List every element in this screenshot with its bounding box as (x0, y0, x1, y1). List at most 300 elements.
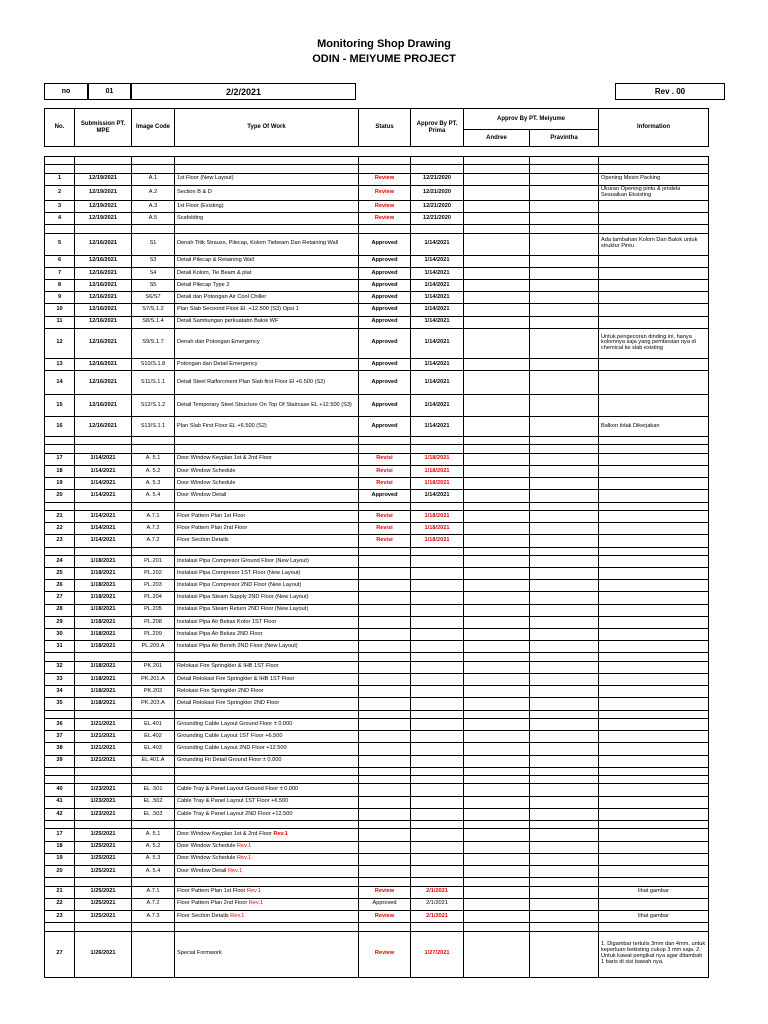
cell-andree (464, 316, 530, 328)
table-row (45, 592, 709, 604)
cell-type-of-work (175, 165, 359, 173)
cell-status: Revisi (359, 453, 411, 465)
cell-image-code: S8/S.1.4 (132, 316, 175, 328)
cell-pravintha (530, 157, 599, 165)
table-row (45, 395, 709, 417)
cell-status (359, 437, 411, 445)
table-row (45, 510, 709, 522)
cell-no (45, 157, 75, 165)
cell-approv-prima: 12/21/2020 (411, 213, 464, 225)
cell-approv-prima: 1/14/2021 (411, 395, 464, 417)
cell-submission-date (75, 710, 132, 718)
cell-submission-date (75, 653, 132, 661)
table-row (45, 523, 709, 535)
cell-information (599, 829, 709, 841)
cell-image-code (132, 931, 175, 977)
cell-information (599, 478, 709, 490)
blank-row (45, 502, 709, 510)
cell-type-of-work: Detail Steel Raiforcment Plan Slab first Floor El +6.500 (S2) (175, 371, 359, 395)
cell-type-of-work: Special Formwork (175, 931, 359, 977)
cell-information: Ada tambahan Kolom Dan Balok untuk struktur Pintu (599, 233, 709, 255)
cell-approv-prima (411, 661, 464, 673)
header-image-code: Image Code (132, 109, 175, 147)
cell-image-code: PL.208 (132, 616, 175, 628)
cell-pravintha (530, 808, 599, 820)
table-row (45, 453, 709, 465)
cell-image-code: S9/S.1.7 (132, 328, 175, 358)
cell-submission-date: 1/18/2021 (75, 604, 132, 616)
cell-information: Opening Mesin Packing (599, 173, 709, 185)
cell-approv-prima (411, 629, 464, 641)
cell-image-code: A. 5.3 (132, 853, 175, 865)
cell-image-code: EL.403 (132, 743, 175, 755)
cell-no: 26 (45, 580, 75, 592)
cell-submission-date: 1/25/2021 (75, 898, 132, 910)
cell-submission-date: 12/16/2021 (75, 292, 132, 304)
cell-type-of-work: Potongan dan Detail Emergency (175, 358, 359, 370)
cell-andree (464, 653, 530, 661)
cell-submission-date (75, 502, 132, 510)
cell-type-of-work (175, 157, 359, 165)
cell-andree (464, 821, 530, 829)
cell-pravintha (530, 304, 599, 316)
cell-approv-prima (411, 796, 464, 808)
cell-image-code: S10/S.1.8 (132, 358, 175, 370)
cell-type-of-work (175, 923, 359, 931)
cell-andree (464, 417, 530, 437)
cell-type-of-work: Floor Pattern Plan 2nd Floor (175, 523, 359, 535)
table-row (45, 328, 709, 358)
cell-submission-date: 1/23/2021 (75, 796, 132, 808)
cell-pravintha (530, 292, 599, 304)
cell-information (599, 510, 709, 522)
cell-no: 21 (45, 886, 75, 898)
cell-information (599, 592, 709, 604)
cell-approv-prima (411, 653, 464, 661)
table-row (45, 898, 709, 910)
cell-no: 41 (45, 796, 75, 808)
cell-no: 27 (45, 592, 75, 604)
cell-type-of-work (175, 821, 359, 829)
cell-status (359, 878, 411, 886)
cell-pravintha (530, 755, 599, 767)
cell-pravintha (530, 395, 599, 417)
cell-information (599, 629, 709, 641)
cell-type-of-work: Grounding Cable Layout Ground Floor ± 0.000 (175, 718, 359, 730)
cell-no: 11 (45, 316, 75, 328)
cell-pravintha (530, 710, 599, 718)
cell-information (599, 280, 709, 292)
no-label: no (44, 83, 88, 100)
cell-andree (464, 731, 530, 743)
cell-submission-date: 12/16/2021 (75, 267, 132, 279)
cell-information (599, 213, 709, 225)
cell-type-of-work: Detail Kolom, Tie Beam & plat (175, 267, 359, 279)
cell-no (45, 776, 75, 784)
cell-status (359, 776, 411, 784)
cell-information (599, 371, 709, 395)
cell-image-code: A. 5.1 (132, 829, 175, 841)
cell-information (599, 878, 709, 886)
cell-pravintha (530, 866, 599, 878)
cell-pravintha (530, 661, 599, 673)
cell-type-of-work (175, 767, 359, 775)
cell-type-of-work (175, 910, 359, 922)
cell-andree (464, 173, 530, 185)
cell-information (599, 200, 709, 212)
cell-information (599, 755, 709, 767)
cell-type-of-work (175, 445, 359, 453)
blank-row (45, 165, 709, 173)
cell-submission-date: 12/16/2021 (75, 395, 132, 417)
cell-submission-date: 12/19/2021 (75, 173, 132, 185)
cell-information (599, 796, 709, 808)
cell-andree (464, 547, 530, 555)
work-text: Floor Pattern Plan 1st Floor (177, 888, 246, 895)
cell-image-code: A.7.1 (132, 886, 175, 898)
cell-status: Approved (359, 395, 411, 417)
cell-type-of-work: Cable Tray & Panel Layout Ground Floor ± 0.000 (175, 784, 359, 796)
cell-information (599, 157, 709, 165)
cell-andree (464, 292, 530, 304)
cell-status (359, 841, 411, 853)
cell-information (599, 568, 709, 580)
cell-no: 19 (45, 478, 75, 490)
cell-information (599, 674, 709, 686)
cell-submission-date: 12/19/2021 (75, 185, 132, 200)
cell-information (599, 841, 709, 853)
cell-pravintha (530, 686, 599, 698)
cell-type-of-work: Detail dan Potongan Air Cool Chiller (175, 292, 359, 304)
cell-pravintha (530, 547, 599, 555)
cell-pravintha (530, 674, 599, 686)
table-row (45, 931, 709, 977)
cell-approv-prima (411, 568, 464, 580)
cell-type-of-work: Instalasi Pipa Compresor 2ND Floor (New Layout) (175, 580, 359, 592)
cell-no (45, 547, 75, 555)
cell-submission-date (75, 923, 132, 931)
cell-image-code: PL.202 (132, 568, 175, 580)
cell-type-of-work (175, 829, 359, 841)
cell-image-code: PL.209.A (132, 641, 175, 653)
cell-approv-prima: 12/21/2020 (411, 200, 464, 212)
cell-approv-prima (411, 502, 464, 510)
cell-pravintha (530, 445, 599, 453)
cell-pravintha (530, 616, 599, 628)
cell-information (599, 743, 709, 755)
cell-no: 9 (45, 292, 75, 304)
cell-andree (464, 878, 530, 886)
cell-status (359, 653, 411, 661)
cell-pravintha (530, 784, 599, 796)
cell-status (359, 698, 411, 710)
table-row (45, 555, 709, 567)
cell-image-code: PK.201.A (132, 674, 175, 686)
cell-type-of-work: Door Window Schedule (175, 466, 359, 478)
cell-andree (464, 796, 530, 808)
table-row (45, 580, 709, 592)
cell-andree (464, 395, 530, 417)
cell-image-code: S11/S.1.1 (132, 371, 175, 395)
cell-type-of-work (175, 710, 359, 718)
cell-approv-prima (411, 165, 464, 173)
cell-no: 1 (45, 173, 75, 185)
table-row (45, 358, 709, 370)
cell-andree (464, 629, 530, 641)
cell-submission-date: 1/21/2021 (75, 731, 132, 743)
cell-image-code: A.7.2 (132, 898, 175, 910)
cell-andree (464, 478, 530, 490)
cell-no (45, 767, 75, 775)
cell-approv-prima (411, 437, 464, 445)
cell-no: 19 (45, 853, 75, 865)
cell-type-of-work: Grounding Cable Layout 1ST Floor +6.500 (175, 731, 359, 743)
cell-approv-prima (411, 767, 464, 775)
cell-type-of-work: Door Window Schedule (175, 478, 359, 490)
cell-pravintha (530, 604, 599, 616)
cell-no: 3 (45, 200, 75, 212)
cell-status: Review (359, 200, 411, 212)
cell-information (599, 453, 709, 465)
header-pravintha: Pravintha (530, 130, 599, 147)
cell-approv-prima: 1/14/2021 (411, 233, 464, 255)
cell-status (359, 641, 411, 653)
cell-status: Approved (359, 358, 411, 370)
cell-image-code: S12/S.1.2 (132, 395, 175, 417)
cell-type-of-work: Grounding Fit Detail Ground Floor ± 0.000 (175, 755, 359, 767)
cell-andree (464, 841, 530, 853)
cell-type-of-work: Floor Section Details (175, 535, 359, 547)
blank-row (45, 878, 709, 886)
cell-no (45, 437, 75, 445)
cell-submission-date: 1/14/2021 (75, 478, 132, 490)
blank-row (45, 821, 709, 829)
cell-image-code (132, 547, 175, 555)
cell-information (599, 731, 709, 743)
cell-status: Review (359, 910, 411, 922)
cell-submission-date: 12/16/2021 (75, 328, 132, 358)
cell-andree (464, 502, 530, 510)
cell-submission-date (75, 821, 132, 829)
cell-status (359, 829, 411, 841)
cell-status (359, 686, 411, 698)
cell-pravintha (530, 173, 599, 185)
cell-status: Approved (359, 417, 411, 437)
cell-image-code: A. 5.3 (132, 478, 175, 490)
cell-pravintha (530, 213, 599, 225)
cell-status (359, 710, 411, 718)
cell-submission-date: 1/14/2021 (75, 466, 132, 478)
cell-andree (464, 255, 530, 267)
cell-submission-date (75, 225, 132, 233)
cell-no: 39 (45, 755, 75, 767)
cell-pravintha (530, 316, 599, 328)
table-row (45, 829, 709, 841)
cell-andree (464, 445, 530, 453)
no-value: 01 (88, 83, 131, 100)
cell-type-of-work: Instalasi Pipa Air Bersih 2ND Floor (New Layout) (175, 641, 359, 653)
cell-andree (464, 157, 530, 165)
cell-pravintha (530, 910, 599, 922)
cell-pravintha (530, 653, 599, 661)
cell-andree (464, 267, 530, 279)
cell-pravintha (530, 821, 599, 829)
cell-approv-prima (411, 743, 464, 755)
cell-submission-date: 1/21/2021 (75, 743, 132, 755)
blank-row (45, 710, 709, 718)
cell-pravintha (530, 580, 599, 592)
cell-approv-prima (411, 718, 464, 730)
cell-andree (464, 898, 530, 910)
cell-approv-prima: 1/14/2021 (411, 304, 464, 316)
cell-information (599, 686, 709, 698)
work-text: Door Window Detail (177, 867, 227, 874)
cell-type-of-work: Instalasi Pipa Compresor Ground Floor (New Layout) (175, 555, 359, 567)
cell-andree (464, 280, 530, 292)
cell-image-code (132, 776, 175, 784)
cell-type-of-work: 1st Floor (Existing) (175, 200, 359, 212)
cell-no: 22 (45, 523, 75, 535)
cell-pravintha (530, 535, 599, 547)
cell-pravintha (530, 898, 599, 910)
cell-submission-date: 1/25/2021 (75, 829, 132, 841)
cell-type-of-work: Relokasi Fire Springkler 2ND Floor (175, 686, 359, 698)
cell-no: 33 (45, 674, 75, 686)
cell-status (359, 784, 411, 796)
cell-no: 20 (45, 490, 75, 502)
cell-status: Approved (359, 304, 411, 316)
cell-approv-prima: 1/14/2021 (411, 280, 464, 292)
cell-information (599, 523, 709, 535)
cell-approv-prima: 1/14/2021 (411, 490, 464, 502)
cell-andree (464, 200, 530, 212)
cell-submission-date (75, 165, 132, 173)
cell-status: Review (359, 886, 411, 898)
cell-type-of-work: Instalasi Pipa Air Bekas 2ND Floor (175, 629, 359, 641)
cell-pravintha (530, 629, 599, 641)
cell-type-of-work: Denah dan Potongan Emergency (175, 328, 359, 358)
cell-image-code: PL.204 (132, 592, 175, 604)
table-row (45, 604, 709, 616)
cell-image-code (132, 157, 175, 165)
cell-image-code (132, 502, 175, 510)
cell-submission-date: 1/25/2021 (75, 886, 132, 898)
cell-submission-date: 1/21/2021 (75, 755, 132, 767)
cell-approv-prima (411, 829, 464, 841)
cell-status (359, 547, 411, 555)
cell-submission-date (75, 437, 132, 445)
cell-information (599, 580, 709, 592)
table-header (44, 108, 709, 147)
cell-type-of-work: Instalasi Pipa Compresor 1ST Floor (New Layout) (175, 568, 359, 580)
cell-status (359, 853, 411, 865)
cell-image-code (132, 767, 175, 775)
cell-image-code: A.7.2 (132, 535, 175, 547)
cell-andree (464, 568, 530, 580)
cell-image-code: EL.401.A (132, 755, 175, 767)
cell-andree (464, 755, 530, 767)
cell-pravintha (530, 923, 599, 931)
table-row (45, 853, 709, 865)
cell-pravintha (530, 510, 599, 522)
cell-type-of-work: Plan Slab First Floor EL +6.500 (S2) (175, 417, 359, 437)
cell-information (599, 255, 709, 267)
cell-image-code: S4 (132, 267, 175, 279)
cell-no: 13 (45, 358, 75, 370)
cell-status: Revisi (359, 478, 411, 490)
cell-pravintha (530, 165, 599, 173)
cell-image-code: A.7.2 (132, 523, 175, 535)
cell-pravintha (530, 185, 599, 200)
blank-row (45, 767, 709, 775)
cell-andree (464, 580, 530, 592)
cell-information (599, 853, 709, 865)
cell-type-of-work (175, 225, 359, 233)
header-status: Status (359, 109, 411, 147)
cell-information (599, 445, 709, 453)
cell-status: Approved (359, 280, 411, 292)
document-date: 2/2/2021 (131, 83, 356, 100)
cell-andree (464, 674, 530, 686)
header-type-of-work: Type Of Work (175, 109, 359, 147)
cell-image-code: A.5 (132, 213, 175, 225)
cell-approv-prima: 1/27/2021 (411, 931, 464, 977)
table-row (45, 185, 709, 200)
cell-no (45, 710, 75, 718)
cell-submission-date (75, 767, 132, 775)
cell-pravintha (530, 490, 599, 502)
cell-pravintha (530, 502, 599, 510)
cell-information (599, 304, 709, 316)
cell-status (359, 616, 411, 628)
table-row (45, 910, 709, 922)
cell-pravintha (530, 478, 599, 490)
cell-approv-prima: 1/18/2021 (411, 510, 464, 522)
cell-pravintha (530, 698, 599, 710)
cell-type-of-work: Cable Tray & Panel Layout 1ST Floor +6.500 (175, 796, 359, 808)
cell-approv-prima: 1/18/2021 (411, 466, 464, 478)
cell-submission-date (75, 445, 132, 453)
cell-no: 30 (45, 629, 75, 641)
cell-pravintha (530, 776, 599, 784)
cell-information (599, 866, 709, 878)
cell-approv-prima (411, 853, 464, 865)
cell-no: 18 (45, 841, 75, 853)
cell-andree (464, 784, 530, 796)
cell-pravintha (530, 358, 599, 370)
cell-pravintha (530, 767, 599, 775)
cell-approv-prima (411, 225, 464, 233)
cell-no: 8 (45, 280, 75, 292)
cell-andree (464, 661, 530, 673)
cell-status: Approved (359, 898, 411, 910)
header-submission: Submission PT. MPE (75, 109, 132, 147)
cell-status: Revisi (359, 466, 411, 478)
cell-image-code (132, 710, 175, 718)
cell-image-code: EL.401 (132, 718, 175, 730)
cell-image-code: PK.203 (132, 686, 175, 698)
cell-submission-date: 1/18/2021 (75, 661, 132, 673)
cell-andree (464, 225, 530, 233)
table-row (45, 886, 709, 898)
blank-row (45, 547, 709, 555)
cell-approv-prima (411, 604, 464, 616)
cell-no: 40 (45, 784, 75, 796)
cell-approv-prima: 12/21/2020 (411, 185, 464, 200)
revision-tag: Rev.1 (228, 867, 243, 874)
cell-no: 23 (45, 910, 75, 922)
cell-no (45, 653, 75, 661)
